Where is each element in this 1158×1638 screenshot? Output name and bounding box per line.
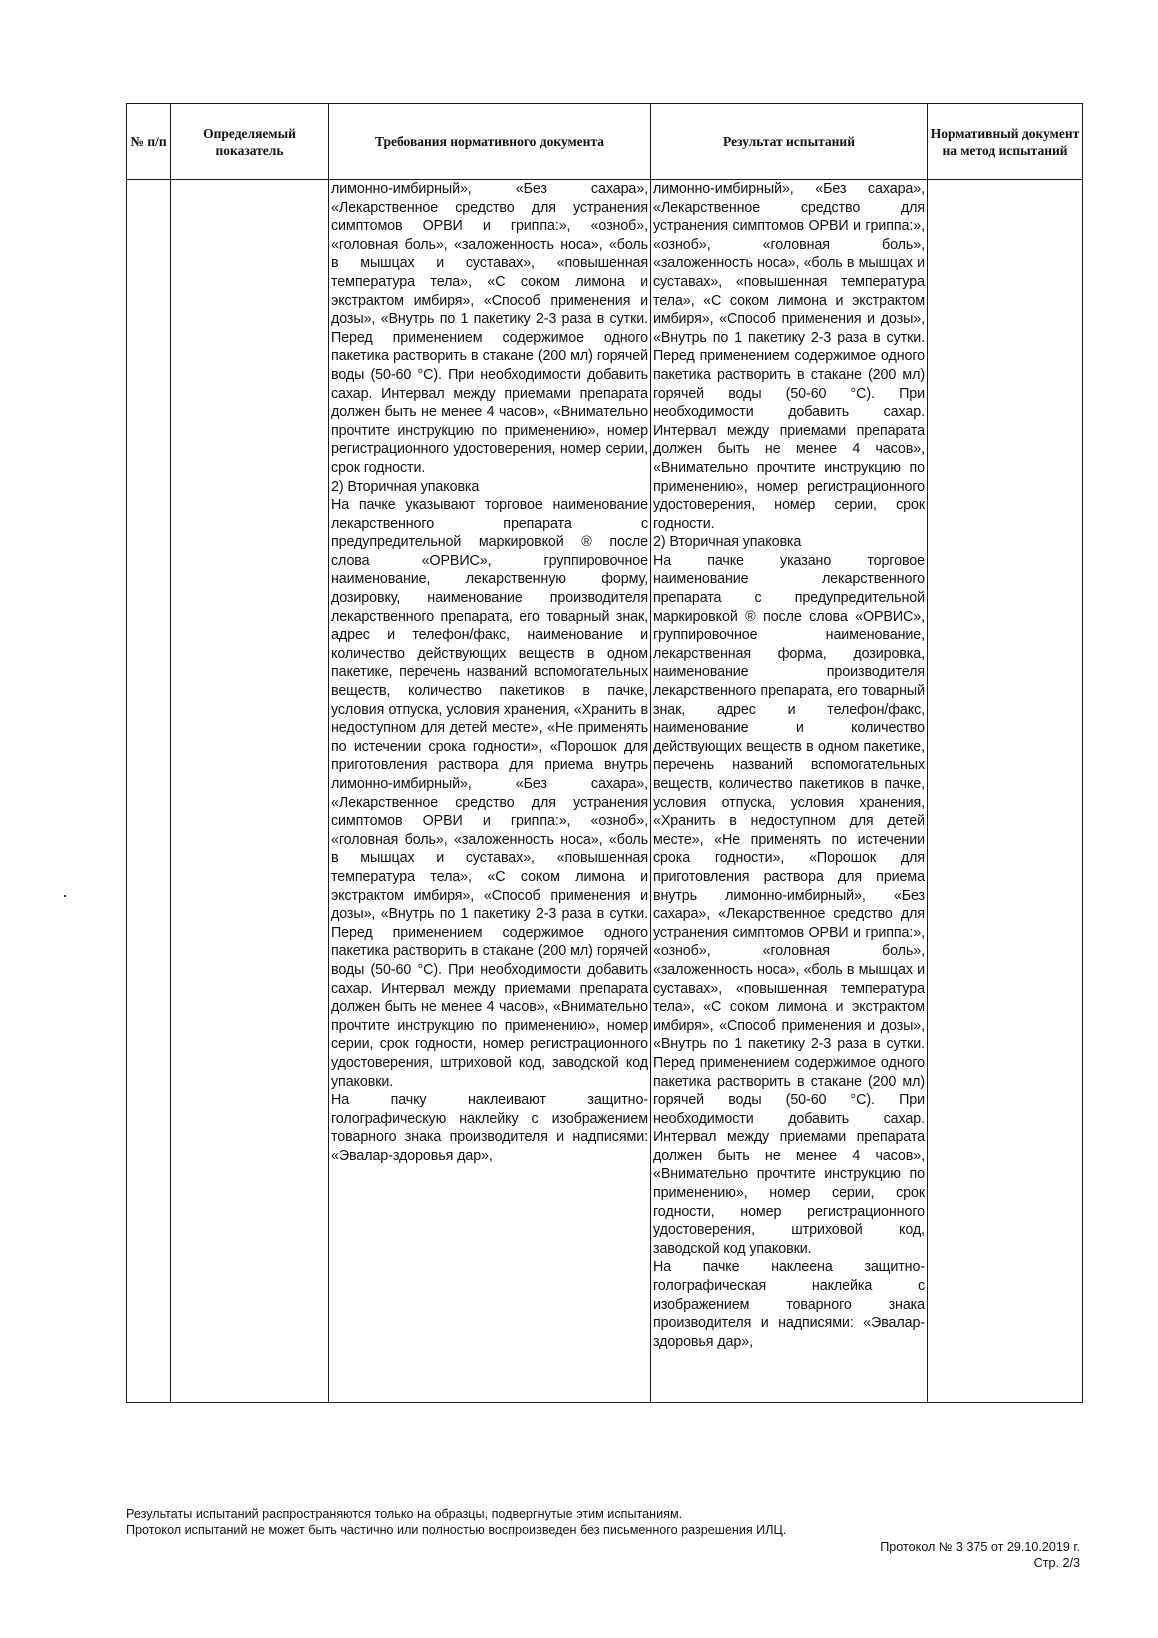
header-num: № п/п [127, 104, 171, 180]
page-number: Стр. 2/3 [1033, 1556, 1080, 1570]
result-paragraph: На пачке указано торговое наименование лекарственного препарата с предупредительной маркировкой ® после слова «ОРВИС», группировочное наименование, лекарственная форма, дозировка, наименование производителя лекарственного препарата, его товарный знак, адрес и телефон/факс, наименование и количество действующих веществ в одном пакетике, перечень названий вспомогательных веществ, количество пакетиков в пачке, условия отпуска, условия хранения, «Хранить в недоступном для детей месте», «Не применять по истечении срока годности», «Порошок для приготовления раствора для приема внутрь лимонно-имбирный», «Без сахара», «Лекарственное средство для устранения симптомов ОРВИ и гриппа:», «озноб», «головная боль», «заложенность носа», «боль в мышцах и суставах», «повышенная температура тела», «С соком лимона и экстрактом имбиря», «Способ применения и дозы», «Внутрь по 1 пакетику 2-3 раза в сутки. Перед применением содержимое одного пакетика растворить в стакане (200 мл) горячей воды (50-60 °С). При необходимости добавить сахар. Интервал между приемами препарата должен быть не менее 4 часов», «Внимательно прочтите инструкцию по применению», номер серии, срок годности, номер регистрационного удостоверения, штриховой код, заводской код упаковки. [653, 552, 925, 1257]
header-requirements: Требования нормативного документа [329, 104, 651, 180]
requirements-paragraph: На пачку наклеивают защитно-голографическую наклейку с изображением товарного знака производителя и надписями: «Эвалар-здоровья дар», [331, 1092, 648, 1164]
result-paragraph: На пачке наклеена защитно-голографическая наклейка с изображением товарного знака производителя и надписями: «Эвалар-здоровья дар», [653, 1259, 925, 1350]
result-paragraph: 2) Вторичная упаковка [653, 534, 802, 551]
cell-num [127, 180, 171, 1403]
cell-indicator [171, 180, 329, 1403]
test-results-table [126, 103, 1083, 1403]
cell-requirements [329, 180, 651, 1403]
header-indicator: Определяемый показатель [171, 104, 329, 180]
requirements-paragraph: лимонно-имбирный», «Без сахара», «Лекарственное средство для устранения симптомов ОРВИ и гриппа:», «озноб», «головная боль», «заложенность носа», «боль в мышцах и суставах», «повышенная температура тела», «С соком лимона и экстрактом имбиря», «Способ применения и дозы», «Внутрь по 1 пакетику 2-3 раза в сутки. Перед применением содержимое одного пакетика растворить в стакане (200 мл) горячей воды (50-60 °С). При необходимости добавить сахар. Интервал между приемами препарата должен быть не менее 4 часов», «Внимательно прочтите инструкцию по применению», номер регистрационного удостоверения, номер серии, срок годности. [331, 181, 648, 476]
result-paragraph: лимонно-имбирный», «Без сахара», «Лекарственное средство для устранения симптомов ОРВИ и гриппа:», «озноб», «головная боль», «заложенность носа», «боль в мышцах и суставах», «повышенная температура тела», «С соком лимона и экстрактом имбиря», «Способ применения и дозы», «Внутрь по 1 пакетику 2-3 раза в сутки. Перед применением содержимое одного пакетика растворить в стакане (200 мл) горячей воды (50-60 °С). При необходимости добавить сахар. Интервал между приемами препарата должен быть не менее 4 часов», «Внимательно прочтите инструкцию по применению», номер регистрационного удостоверения, номер серии, срок годности. [653, 181, 925, 532]
footer-note-2: Протокол испытаний не может быть частично или полностью воспроизведен без письменного разрешения ИЛЦ. [126, 1523, 787, 1537]
scan-speck [64, 895, 66, 897]
requirements-paragraph: На пачке указывают торговое наименование лекарственного препарата с предупредительной маркировкой ® после слова «ОРВИС», группировочное наименование, лекарственную форму, дозировку, наименование производителя лекарственного препарата, его товарный знак, адрес и телефон/факс, наименование и количество действующих веществ в одном пакетике, перечень названий вспомогательных веществ, количество пакетиков в пачке, условия отпуска, условия хранения, «Хранить в недоступном для детей месте», «Не применять по истечении срока годности», «Порошок для приготовления раствора для приема внутрь лимонно-имбирный», «Без сахара», «Лекарственное средство для устранения симптомов ОРВИ и гриппа:», «озноб», «головная боль», «заложенность носа», «боль в мышцах и суставах», «повышенная температура тела», «С соком лимона и экстрактом имбиря», «Способ применения и дозы», «Внутрь по 1 пакетику 2-3 раза в сутки. Перед применением содержимое одного пакетика растворить в стакане (200 мл) горячей воды (50-60 °С). При необходимости добавить сахар. Интервал между приемами препарата должен быть не менее 4 часов», «Внимательно прочтите инструкцию по применению», номер серии, срок годности, номер регистрационного удостоверения, штриховой код, заводской код упаковки. [331, 497, 648, 1090]
cell-method [928, 180, 1083, 1403]
protocol-number: Протокол № 3 375 от 29.10.2019 г. [880, 1540, 1080, 1554]
cell-result [651, 180, 928, 1403]
table-row [127, 180, 1083, 1403]
requirements-paragraph: 2) Вторичная упаковка [331, 478, 480, 495]
table-header-row [127, 104, 1083, 180]
footer-note-1: Результаты испытаний распространяются только на образцы, подвергнутые этим испытаниям. [126, 1507, 683, 1521]
header-result: Результат испытаний [651, 104, 928, 180]
footer-notes [126, 1506, 1082, 1538]
header-method: Нормативный документ на метод испытаний [928, 104, 1083, 180]
